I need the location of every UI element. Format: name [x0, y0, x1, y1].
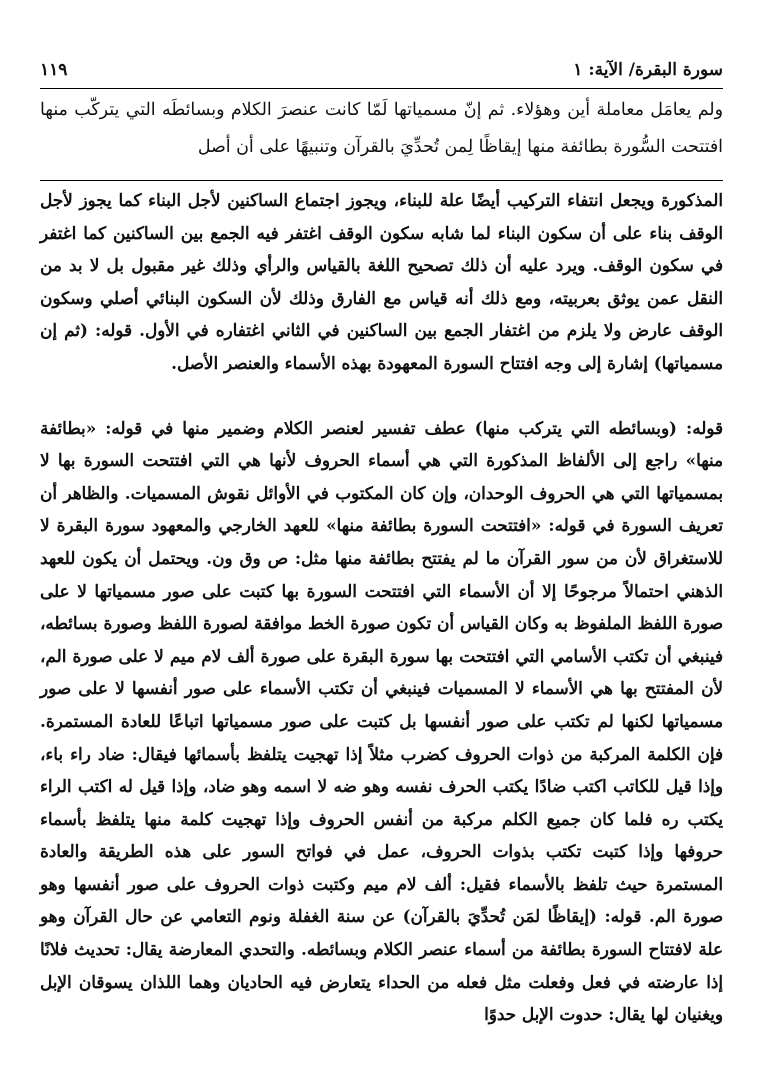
paragraph-text: (إيقاظًا لمَن تُحدِّيَ بالقرآن) عن سنة الغفلة ونوم التعامي عن حال القرآن وهو علة لافتتاح السورة بطائفة من أسماء عنصر الكلام وبسائطه. والتحدي المعارضة يقال: تحديث فلانًا إذا عارضته في فعل وفعلت مثل فعله من الحداء يتعارض فيه الحاديان وهما اللذان يسوقان الإبل ويغنيان لها يقال: حدوت الإبل حدوًا	[40, 906, 723, 1025]
commentary-paragraph	[40, 412, 723, 1031]
paragraph-text: المذكورة ويجعل انتفاء التركيب أيضًا علة للبناء، ويجوز اجتماع الساكنين لأجل البناء كما يجوز لأجل الوقف بناء على أن سكون البناء لما شابه سكون الوقف اغتفر فيه الجمع بين الساكنين كما اغتفر في سكون الوقف. ويرد عليه أن ذلك تصحيح اللغة بالقياس والرأي وذلك غير مقبول بل لا بد من النقل عمن يوثق بعربيته، ومع ذلك أنه قياس مع الفارق وذلك لأن السكون البنائي أصلي وسكون الوقف عارض ولا يلزم من اغتفار الجمع بين الساكنين في الثاني اغتفاره في الأول.	[40, 190, 723, 341]
page-number: ١١٩	[40, 60, 68, 80]
paragraph-text: (ثم إن مسمياتها) إشارة إلى وجه افتتاح السورة المعهودة بهذه الأسماء والعنصر الأصل.	[40, 320, 723, 373]
surah-title: سورة البقرة/ الآية: ١	[573, 60, 723, 80]
qawluhu-term: قوله:	[95, 320, 132, 341]
commentary	[40, 184, 723, 1031]
paragraph-text: (وبسائطه التي يتركب منها) عطف تفسير لعنصر الكلام وضمير منها في قوله: «بطائفة منها» راجع إلى الألفاظ المذكورة التي هي أسماء الحروف لأنها هي التي افتتحت السورة بها لا بمسمياتها التي هي الحروف الوحدان، وإن كان المكتوب في الأوائل نقوش المسميات. والظاهر أن تعريف السورة في قوله: «افتتحت السورة بطائفة منها» للعهد الخارجي والمعهود سورة البقرة لا للاستغراق لأن من سور القرآن ما لم يفتتح بطائفة منها مثل: ص وق ون. ويحتمل أن يكون للعهد الذهني احتمالاً مرجوحًا إلا أن الأسماء التي افتتحت السورة بها كتبت على صور مسمياتها لا على صورة اللفظ الملفوظ به وكان القياس أن تكون صورة الخط موافقة لصورة اللفظ وصورة بسائطه، فينبغي أن تكتب الأسامي التي افتتحت بها سورة البقرة على صورة ألف لام ميم لا على صورة الم، لأن المفتتح بها هي الأسماء لا المسميات فينبغي أن تكتب الأسماء على صور أنفسها لا على صور مسمياتها لكنها لم تكتب على صور أنفسها بل كتبت على صور مسمياتها اتباعًا للعادة المستمرة. فإن الكلمة المركبة من ذوات الحروف كضرب مثلاً إذا تهجيت يتلفظ بأسمائها فيقال: ضاد راء باء، وإذا قيل للكاتب اكتب ضادًا يكتب الحرف نفسه وهو ضه لا اسمه وهو ضاد، وإذا قيل له اكتب الراء يكتب ره فلما كان جميع الكلم مركبة من أنفس الحروف وإذا تهجيت كلمة منها يتلفظ بأسماء حروفها وإذا كتبت تكتب بذوات الحروف، عمل في فواتح السور على هذه الطريقة والعادة المستمرة حيث تلفظ بالأسماء فقيل: ألف لام ميم وكتبت ذوات الحروف على صور أنفسها وهو صورة الم.	[40, 417, 723, 927]
footnote-separator	[40, 180, 723, 181]
qawluhu-term: قوله:	[686, 417, 723, 438]
commentary-paragraph	[40, 184, 723, 380]
main-text: ولم يعامَل معاملة أين وهؤلاء. ثم إنّ مسمياتها لَمّا كانت عنصرَ الكلام وبسائطَه التي يتركّب منها افتتحت السُّورة بطائفة منها إيقاظًا لِمن تُحدِّيَ بالقرآن وتنبيهًا على أن أصل	[40, 100, 723, 157]
header-divider	[40, 88, 723, 89]
qawluhu-term: قوله:	[604, 906, 642, 927]
